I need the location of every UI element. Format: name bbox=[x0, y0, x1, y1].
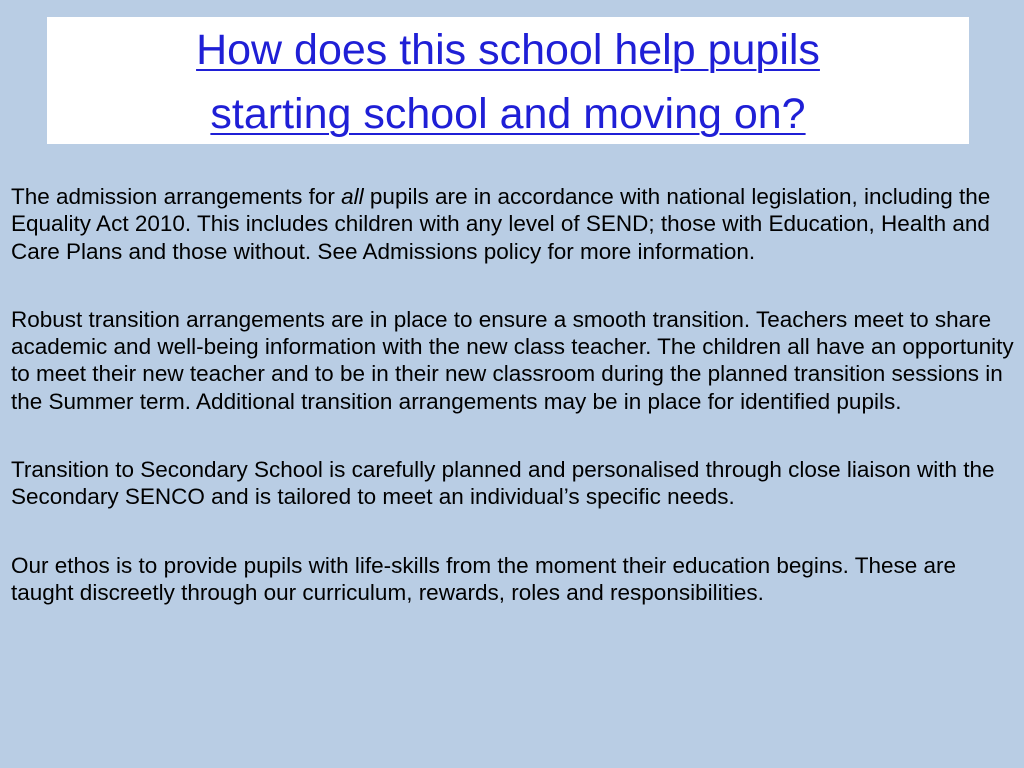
paragraph-transition: Robust transition arrangements are in place to ensure a smooth transition. Teachers meet to share academic and well-being information with the new class teacher. The children all have an opportunity to meet their new teacher and to be in their new classroom during the planned transition sessions in the Summer term. Additional transition arrangements may be in place for identified pupils. bbox=[11, 306, 1014, 414]
paragraph-secondary: Transition to Secondary School is carefully planned and personalised through close liaison with the Secondary SENCO and is tailored to meet an individual’s specific needs. bbox=[11, 457, 995, 510]
title-line-2: starting school and moving on? bbox=[210, 90, 806, 138]
body-text bbox=[11, 183, 1017, 647]
title-box bbox=[47, 17, 969, 144]
paragraph-admissions-emphasis: all bbox=[341, 184, 364, 209]
paragraph-admissions-start: The admission arrangements for bbox=[11, 184, 342, 209]
paragraph-admissions-end: pupils are in accordance with national legislation, including the Equality Act 2010. This includes children with any level of SEND; those with Education, Health and Care Plans and those without. See Admissions policy for more information. bbox=[11, 184, 991, 264]
paragraph-admissions bbox=[11, 183, 1017, 265]
title-link[interactable] bbox=[47, 17, 969, 146]
paragraph-ethos: Our ethos is to provide pupils with life-skills from the moment their education begins. These are taught discreetly through our curriculum, rewards, roles and responsibilities. bbox=[11, 552, 957, 605]
title-line-1: How does this school help pupils bbox=[196, 26, 820, 74]
